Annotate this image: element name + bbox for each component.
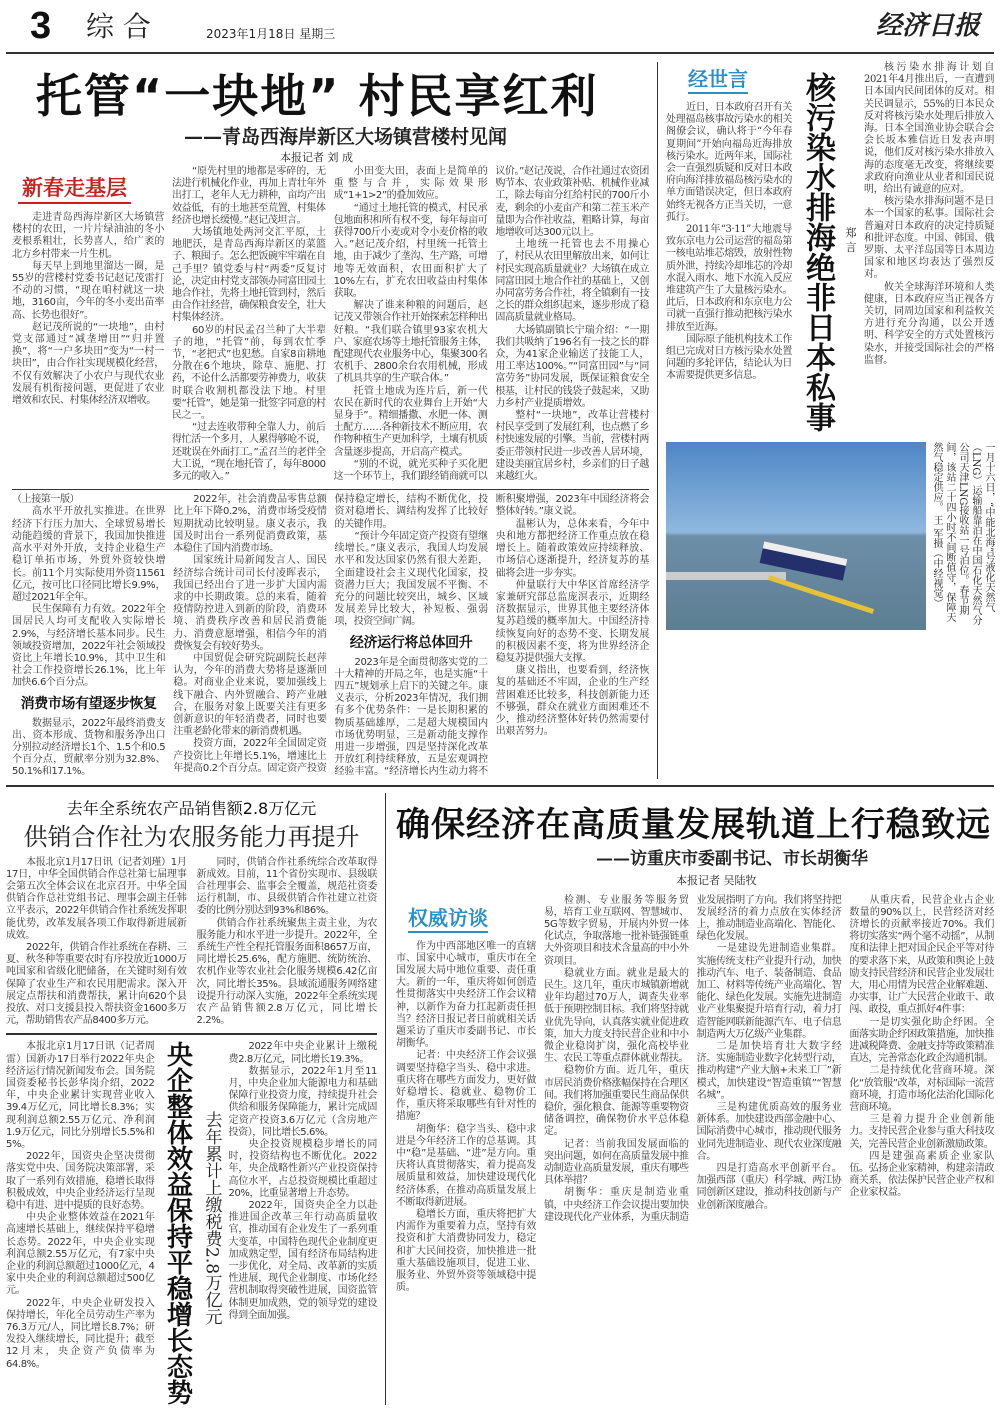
paragraph: “过去连收带种全靠人力，前后得忙活一个多月，人累得够呛不说，还耽误在外面打工。”孟召兰的老伴全大工说，“现在地托管了，每年8000多元的收入。” [172,422,326,483]
coop-title: 供销合作社为农服务能力再提升 [23,822,360,851]
lng-ship-photo [666,442,926,630]
paragraph: 记者：当前我国发展面临的突出问题，如何在高质量发展中推动制造业高质量发展，重庆有哪些具体举措？ [544,1138,689,1187]
paragraph: 攸关全球海洋环境和人类健康，日本政府应当正视各方关切，同周边国家和利益攸关方进行充分沟通，以公开透明、科学安全的方式处置核污染水，并接受国际社会的严格监督。 [864,281,994,366]
paragraph: 核污染水排海问题不是日本一个国家的私事。国际社会普遍对日本政府的决定持质疑和批评态度。中国、韩国、俄罗斯、太平洋岛国等日本周边国家和地区均表达了强烈反对。 [864,196,994,281]
soe-title: 央企整体效益保持平稳增长态势 [162,1041,193,1406]
top-article-byline: 本报记者 刘 成 [280,151,353,164]
subhead-consumption: 消费市场有望逐步恢复 [20,695,157,712]
paragraph: “别的不说，就光买种子买化肥这一个环节上，我们跟经销商就可以议价。”赵记茂说，合作社通过农资团购节本、农业政策补贴、机械作业减工，除去每亩分红给村民的700斤小麦，剩余的小麦亩产和第二茬玉米产量即为合作社收益，粗略计算，每亩地增收可达300元以上。 [333,166,649,483]
paragraph: 胡衡华：稳字当头、稳中求进是今年经济工作的总基调。其中“稳”是基础、“进”是方向。重庆将认真贯彻落实，着力提高发展质量和效益，加快建设现代化经济体系，在推动高质量发展上不断取得新进展。 [396,1123,536,1208]
paragraph: 从重庆看，民营企业占企业数量的90%以上，民营经济对经济增长的贡献率接近70%。我们将切实落实“两个毫不动摇”，从制度和法律上把对国企民企平等对待的要求落下来，从政策和舆论上鼓励支持民营经济和民营企业发展壮大，用心用情为民营企业解难题、办实事，让广大民营企业敢干、敢闯、敢投，重点抓好4件事： [849,894,994,1016]
paragraph: 供销合作社系统聚焦主责主业，为农服务能力和水平进一步提升。2022年，全系统生产性全程托管服务面积8657万亩，同比增长25.6%，配方施肥、统防统治、农机作业等农业社会化服务规模6.42亿亩次，同比增长35%。县域流通服务网络建设提升行动深入实施，2022年全系统实现农产品销售额2.8万亿元，同比增长2.2%。 [196,917,377,1027]
photo-caption: 一月十六日，“中能北海”号液化天然气（LNG）运输船靠泊在中国石化天然气分公司天津LNG接收站一号泊位。春节期间，该站二十四小时不间断值守，保障天然气稳定供应。 王 军摄（中经视觉） [931,442,994,626]
paragraph: 三是着力提升企业创新能力。支持民营企业参与重大科技攻关，完善民营企业创新激励政策。 [849,1114,994,1150]
paragraph: 中央企业整体效益在2021年高速增长基础上，继续保持平稳增长态势。2022年，中央企业实现利润总额2.55万亿元，有7家中央企业的利润总额超过1000亿元，4家中央企业的利润总额超过500亿元。 [6,1212,155,1297]
interview-byline: 本报记者 吴陆牧 [676,873,757,887]
masthead-logo: 经济日报 [875,11,980,41]
paragraph: 数据显示，2022年1月至11月，中央企业加大能源电力和基础保障行业投资力度，持续提升社会供给和服务保障能力，累计完成固定资产投资3.6万亿元（含房地产投资），同比增长5.6%。 [228,1065,377,1138]
paragraph: 胡衡华：重庆是制造业重镇，中央经济工作会议提出要加快建设现代化产业体系，为重庆制造业发展指明了方向。我们将坚持把发展经济的着力点放在实体经济上，推动制造业高端化、智能化、绿色化发展。 [544,894,842,1223]
interview-first-column [396,895,536,1295]
paragraph: 民生保障有力有效。2022年全国居民人均可支配收入实际增长2.9%，与经济增长基本同步。民生领域投资增加，2022年社会领域投资比上年增长10.9%，其中卫生和社会工作投资增长26.1%，比上年加快6.6个百分点。 [12,604,166,689]
paragraph: 2022年，国资央企坚决贯彻落实党中央、国务院决策部署，采取了一系列有效措施，稳增长取得积极成效，中央企业经济运行呈现稳中有进、进中提质的良好态势。 [6,1151,155,1212]
paragraph: 仲量联行大中华区首席经济学家兼研究部总监庞溟表示，近期经济数据显示，世界其他主要经济体复苏趋缓的概率加大。中国经济持续恢复向好的态势不变、长期发展的积极因素不变，将为世界经济企稳复苏提供强大支撑。 [495,579,649,664]
lower-section [6,785,994,1406]
paragraph: 数据显示，2022年最终消费支出、资本形成、货物和服务净出口分别拉动经济增长1个、1.5个和0.5个百分点，贸献率分别为32.8%、50.1%和17.1%。 [12,717,166,778]
paragraph: 二是加快培育壮大数字经济。实施制造业数字化转型行动，推动构建“产业大脑+未来工厂”新模式，加快建设“智造重镇”“智慧名城”。 [696,1040,842,1101]
paragraph: 2023年是全面贯彻落实党的二十大精神的开局之年，也是实施“十四五”规划承上启下的关键之年。康义表示，分析2023年情况，我们拥有多个优势条件：一是长期积累的物质基础雄厚，二是超大规模国内市场优势明显，三是新动能支撑作用进一步增强，四是坚持深化改革开放红利持续释放，五是宏观调控经验丰富。“经济增长内生动力将不断积聚增强，2023年中国经济将会整体好转。”康义说。 [334,494,649,778]
interview-column-label: 权威访谈 [408,905,488,933]
paragraph: “通过土地托管的模式，村民承包地面积和所有权不变，每年每亩可获得700斤小麦或对令小麦价格的收入。”赵记茂介绍，村里统一托管土地，由于减少了垄沟、生产路，可增地等无效面积，农田面积扩大了10%左右，扩充农田收益由村集体获取。 [333,202,488,300]
subhead-economy: 经济运行将总体回升 [349,634,473,651]
paragraph: 康义指出，也要看到，经济恢复的基础还不牢固，企业的生产经营困难还比较多，科技创新能力还不够强，群众在就业方面困难还不少，推动经济整体好转仍然需要付出艰苦努力。 [495,665,649,738]
paragraph: 央企投资规模稳步增长的同时，投资结构也不断优化。2022年，央企战略性新兴产业投资保持高位水平，占总投资规模比重超过20%，比重显著增上升态势。 [228,1139,377,1199]
page-header [6,0,994,54]
interview-title: 确保经济在高质量发展轨道上行稳致远 [396,804,991,845]
coop-body [6,857,377,1028]
paragraph: 2011年“3·11”大地震导致东京电力公司运营的福岛第一核电站堆芯熔毁，放射性物质外泄，持续冷却堆芯的冷却水混入雨水、地下水流入反应堆建筑产生了大量核污染水。此后，日本政府和东京电力公司就一直强行推动把核污染水排放至近海。 [666,224,792,333]
paragraph: 三是构建优质高效的服务业新体系。加快建设西部金融中心、国际消费中心城市，推动现代服务业同先进制造业、现代农业深度融合。 [696,1102,842,1162]
paragraph: 2022年，国资央企全力以赴推进国企改革三年行动高质量收官，推动国有企业发生了一系列重大变革，中国特色现代企业制度更加成熟定型，国有经济布局结构进一步优化，对全局、改革新的实质性进展，现代企业制度、市场化经营机制取得突破性进展，国资监管体制更加成熟，党的领导党的建设得到全面加强。 [228,1200,377,1321]
commentary-author: 郑 言 [844,227,857,253]
paragraph: 整村“一块地”，改革让营楼村村民享受到了发展红利，也点燃了乡村快速发展的引擎。当前，营楼村两委正带领村民进一步改善人居环境，建设美丽宜居乡村，乡亲们的日子越来越红火。 [495,410,649,483]
top-article-subtitle: ——青岛西海岸新区大场镇营楼村见闻 [184,126,508,148]
soe-article [6,1033,377,1405]
continued-label: （上接第一版） [12,494,80,506]
interview-article [386,793,994,1406]
paragraph: 大场镇副镇长宁瑞介绍：“一期我们共吸纳了196名有一技之长的群众，为41家企业输送了技能工人，用工率达100%。”“同富田园”与“同富劳务”协同发展，既保证粮食安全根基，让村民的钱袋子鼓起来，又助力乡村产业提质增效。 [495,324,649,409]
commentary [666,62,994,432]
paragraph: 作为中西部地区唯一的直辖市、国家中心城市，重庆市在全国发展大局中地位重要、责任重大。新的一年，重庆将如何创造性贯彻落实中央经济工作会议精神，以新作为奋力扛起新责任担当？经济日报记者日前就相关话题采访了重庆市委副书记、市长胡衡华。 [396,940,536,1050]
pier-arm [768,575,874,614]
paragraph: 稳物价方面。近几年，重庆市居民消费价格涨幅保持在合理区间。我们将加强重要民生商品保供稳价，强化粮食、能源等重要物资储备调控，确保物价水平总体稳定。 [544,1065,689,1138]
paragraph: 本报北京1月17日讯（记者周雷）国新办17日举行2022年央企经济运行情况新闻发布会。国务院国资委秘书长彭华岗介绍，2022年，中央企业累计实现营业收入39.4万亿元，同比增长8.3%；实现利润总额2.55万亿元、净利润1.9万亿元，同比分别增长5.5%和5%。 [6,1041,155,1151]
paragraph: “原先村里的地都是零碎的，无法进行机械化作业，再加上青壮年外出打工，老年人无力耕种，亩均产出效益低，有的土地甚至荒置，村集体经济也增长缓慢。”赵记茂坦言。 [172,166,326,226]
top-left-column [6,62,658,779]
top-article-body [12,212,164,407]
paragraph: 记者：中央经济工作会议强调要坚持稳字当头、稳中求进。重庆将在哪些方面发力，更好做好稳增长、稳就业、稳物价工作，重庆将采取哪些有针对性的措施？ [396,1050,536,1123]
paragraph: 60岁的村民孟召兰种了大半辈子的地，“托管”前，每到农忙季节，“老把式”也犯愁。自家8亩耕地分散在6个地块，除草、施肥、打药，不论什么活都要劳神费力，收获时联合收割机都没法下地。村里要“托管”，她是第一批签字同意的村民之一。 [172,324,326,422]
paragraph: 一是切实强化助企纾困。全面落实助企纾困政策措施，加快推进减税降费、金融支持等政策精准直达，完善常态化政企沟通机制。 [849,1016,994,1065]
paragraph: 稳就业方面。就业是最大的民生。这几年，重庆市城镇新增就业年均超过70万人，调查失业率低于预期控制目标。我们将坚持就业优先导向，认真落实就业促进政策，加大力度支持民营企业和中小微企业稳岗扩岗，强化高校毕业生、农民工等重点群体就业帮扶。 [544,967,689,1065]
interview-subtitle: ——访重庆市委副书记、市长胡衡华 [596,848,868,869]
lower-left-column [6,793,386,1406]
paragraph: 检测、专业服务等服务贸易，培育工业互联网、智慧城市、5G等数字贸易，开展内外贸一体化试点，争取落地一批补链强链重大外资项目和技术含量高的中小外资项目。 [544,894,689,967]
paragraph: 解决了谁来种粮的问题后，赵记茂又带领合作社开始探索怎样种出好粮。“我们联合镇里93家农机大户、家庭农场等土地托管服务主体，配建现代农业服务中心，集聚300名农机手、2800余台农用机械，形成了机具共享的生产联合体。” [333,300,488,385]
issue-date: 2023年1月18日 星期三 [206,27,336,41]
paragraph: 温彬认为，总体来看，今年中央和地方都把经济工作重点放在稳增长上。随着政策效应持续释放、市场信心逐渐提升，经济复苏的基础将会进一步夯实。 [495,518,649,579]
paragraph: 2022年中央企业累计上缴税费2.8万亿元，同比增长19.3%。 [228,1041,377,1065]
paragraph: 小田变大田，表面上是简单的重整与合并，实际效果形成“1+1>2”的叠加效应。 [333,166,488,202]
paragraph: 高水平开放扎实推进。在世界经济下行压力加大、全球贸易增长动能趋缓的背景下，我国加快推进高水平对外开放，支持企业稳生产稳订单拓市场，外贸外资较快增长。前11个月实际使用外资11561亿元，按可比口径同比增长9.9%，超过2021年全年。 [12,506,166,603]
continued-article-body [12,489,649,778]
interview-columns [396,895,994,1295]
interview-body-first-col [396,941,536,1295]
paragraph: 四是打造高水平创新平台。加强西部（重庆）科学城、两江协同创新区建设，推动科技创新与产业创新深度融合。 [696,1163,842,1211]
paragraph: 二是持续优化营商环境。深化“放管服”改革，对标国际一流营商环境，打造市场化法治化国际化营商环境。 [849,1065,994,1113]
paragraph: 大场镇地处两河交汇平原，土地肥沃，是青岛西海岸新区的菜篮子、粮囤子。怎么把饭碗牢牢端在自己手里？镇党委与村“两委”反复讨论，决定由村党支部领办同富田园土地合作社，先将土地托管到村，然后由合作社经营，确保粮食安全，壮大村集体经济。 [172,227,326,324]
section-name: 综 合 [86,10,151,43]
paragraph: 一是建设先进制造业集群。实施传统支柱产业提升行动，加快推动汽车、电子、装备制造、食品加工、材料等传统产业高端化、智能化、绿色化发展。实施先进制造业产业集聚提升培育行动，着力打造智能网联新能源汽车、电子信息制造两大万亿级产业集群。 [696,943,842,1040]
paragraph: 近日，日本政府召开有关处理福岛核事故污染水的相关阁僚会议，确认将于“今年春夏期间”开始向福岛近海排放核污染水。近两年来，国际社会一直强烈质疑和反对日本政府向海洋排放福岛核污染水的单方面错误决定，但日本政府始终无视各方正当关切，一意孤行。 [666,102,792,223]
paragraph: “预计今年固定资产投资有望继续增长。”康义表示，我国人均发展水平和发达国家仍然有很大差距，全面建设社会主义现代化国家，投资潜力巨大；我国发展不平衡、不充分的问题比较突出，城乡、区域发展差异比较大，补短板、强弱项，投资空间广阔。 [334,530,488,628]
paragraph: 核污染水排海计划自2021年4月推出后，一直遭到日本国内民间团体的反对。相关民调显示，55%的日本民众反对将核污染水处理后排放入海。日本全国渔业协会联合会会长坂本雅信近日发表声明说，他们反对核污染水排放入海的态度毫无改变，将继续要求政府向渔业从业者和国民说明，给出有诚意的应对。 [864,62,994,196]
coop-kicker: 去年全系统农产品销售额2.8万亿元 [66,798,317,818]
paragraph: 中国贸促会研究院副院长赵萍认为，今年的消费大势将是逐渐回稳。对商业企业来说，要加强线上线下融合、内外贸融合、跨产业融合，在服务对象上既要关注有更多创新意识的年轻消费者，同时也要注重老龄化带来的新消费机遇。 [173,652,327,738]
paragraph: 每天早上到地里溜达一圈，是55岁的营楼村党委书记赵记茂雷打不动的习惯，“现在咱村就这一块地，3160亩，今年的冬小麦出苗率高、长势也很好”。 [12,260,164,321]
top-article-body-cols [172,166,649,483]
top-article-columns [12,166,649,483]
commentary-body-right [864,62,994,432]
paragraph: 国家统计局新闻发言人、国民经济综合统计司司长付凌晖表示，我国已经出台了进一步扩大国内需求的中长期政策。总的来看，随着疫情防控进入到新的阶段，消费环境、消费秩序改善和居民消费能力、消费意愿增强，相信今年的消费恢复会有较好势头。 [173,555,327,652]
top-article-first-column [12,166,164,483]
commentary-label: 经世言 [688,66,748,94]
paragraph: 投资方面，2022年全国固定资产投资比上年增长5.1%，增速比上年提高0.2个百分点。固定资产投资保持稳定增长，结构不断优化，投资对稳增长、调结构发挥了比较好的关键作用。 [173,494,488,774]
commentary-title: 核污染水排海绝非日本私事 [800,72,835,432]
top-section [6,62,994,779]
top-article-title: 托管“一块地” 村民享红利 [36,69,599,123]
paragraph: 四是建强高素质企业家队伍。弘扬企业家精神，构建亲清政商关系，依法保护民营企业产权和企业家权益。 [849,1150,994,1199]
paragraph: 2022年，社会消费品零售总额比上年下降0.2%，消费市场受疫情短期扰动比较明显。康义表示，我国及时出台一系列促消费政策，基本稳住了国内消费市场。 [173,494,327,555]
commentary-left [666,62,792,432]
paragraph: 赵记茂所说的“一块地”，由村党支部通过“减垄增田”“归并置换”，将“一户多块田”变为“一村一块田”，由合作社实现规模化经营，不仅有效解决了小农户与现代农业发展有机衔接问题，更促进了农业增效和农民、村集体经济双增收。 [12,321,164,407]
paragraph: 本报北京1月17日讯（记者刘瑾）1月17日，中华全国供销合作总社第七届理事会第五次全体会议在北京召开。中华全国供销合作总社党组书记、理事会副主任韩立平表示，2022年供销合作社系统发挥职能优势，改革发展各项工作取得新进展新成效。 [6,856,187,941]
interview-body [544,895,994,1295]
paragraph: 走进青岛西海岸新区大场镇营楼村的农田，一片片绿油油的冬小麦根系粗壮，长势喜人，给广袤的北方乡村带来一片生机。 [12,212,164,260]
paragraph: 2022年，中央企业研发投入保持增长，年化全员劳动生产率为76.3万元/人，同比增长8.7%；研发投入继续增长，同比提升；截至12月末，央企资产负债率为64.8%。 [6,1297,155,1370]
photo-block [666,442,994,630]
paragraph: 托管土地成为连片后，新一代农民在新时代的农业舞台上开始“大显身手”。精细播撒、水肥一体、测土配方……各种新技术不断应用，农作物种植生产更加科学，土壤有机质含量逐步提高，开启高产模式。 [333,385,488,458]
paragraph: 同时，供销合作社系统综合改革取得新成效。目前，11个省份实现市、县级联合社理事会、监事会全覆盖，规范社资委运行机制，市、县级供销合作社建立社资委的比例分别达到93%和86%。 [196,856,377,917]
soe-body-right [229,1041,378,1405]
paragraph: 2022年，供销合作社系统在春耕、三夏、秋冬种等重要农时有序投放近1000万吨国家和省级化肥储备，在关键时刻有效保障了农业生产和农民用肥需求。深入开展定点帮扶和消费帮扶，累计向620个县投放、对口支援县投入帮扶资金1600多万元，帮助销售农产品8400多万元。 [6,941,187,1027]
column-label-xinchun: 新春走基层 [18,174,131,204]
paragraph: 土地统一托管也去不用操心了，村民从农田里解放出来，如何让村民实现高质量就业？大场镇在成立同富田园土地合作社的基础上，又创办同富劳务合作社，将全镇剩有一技之长的群众组织起来，逐步形成了稳固高质量就业格局。 [495,239,649,324]
soe-kicker: 去年累计上缴税费2.8万亿元 [201,1111,222,1326]
paragraph: 国际原子能机构技术工作组已完成对日方核污染水处置问题的多轮评估，结论认为日本需要提供更多信息。 [666,333,792,382]
paragraph: 稳增长方面，重庆将把扩大内需作为重要着力点，坚持有效投资和扩大消费协同发力，稳定和扩大民间投资，加快推进一批重大基础设施项目，促进工业、服务业、外贸外资等领域稳中提质。 [396,1209,536,1294]
top-right-column [658,62,994,779]
commentary-body-left [666,102,792,383]
page-number: 3 [30,5,52,47]
soe-body-left [6,1041,155,1405]
